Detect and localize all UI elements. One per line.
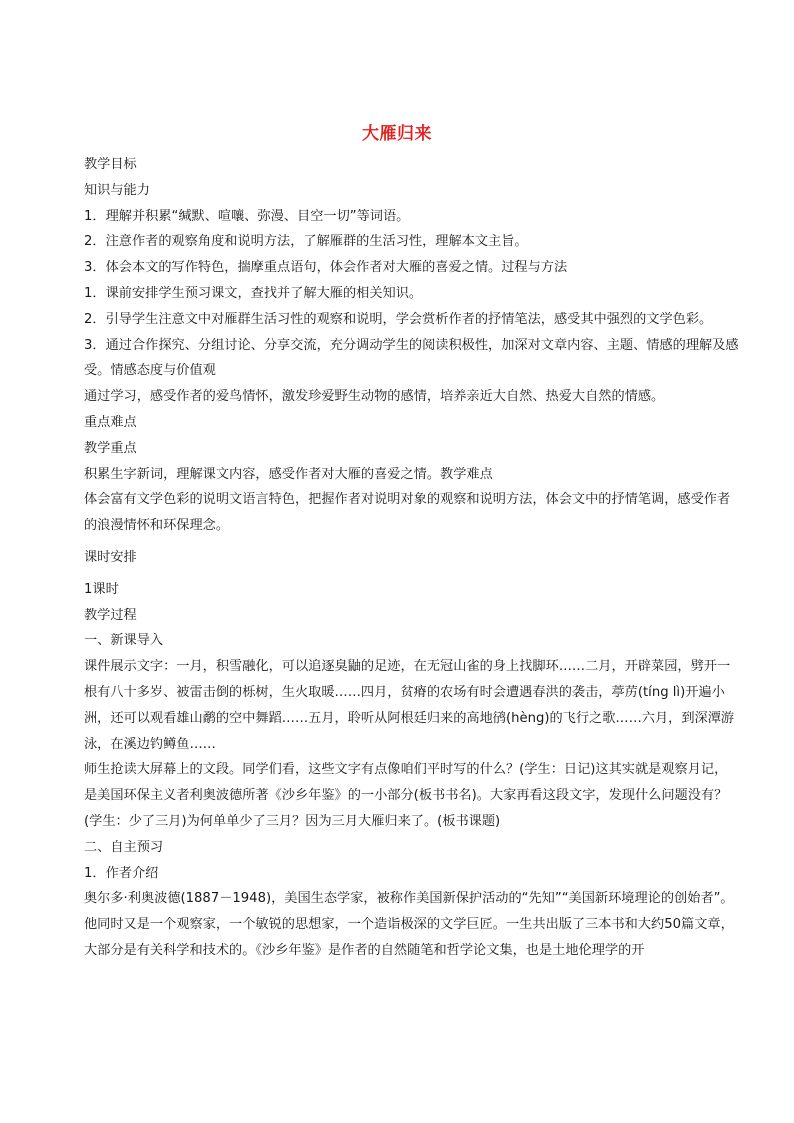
heading-knowledge-ability: 知识与能力 [84, 182, 150, 198]
paragraph: 体会富有文学色彩的说明文语言特色，把握作者对说明对象的观察和说明方法，体会文中的抒情笔调，感受作者的浪漫情怀和环保理念。 [84, 492, 731, 534]
heading-teaching-focus: 教学重点 [84, 440, 137, 456]
paragraph: 2．注意作者的观察角度和说明方法，了解雁群的生活习性，理解本文主旨。 [84, 234, 528, 250]
paragraph: 1．理解并积累“缄默、喧嚷、弥漫、目空一切”等词语。 [84, 208, 410, 224]
paragraph: 课件展示文字：一月，积雪融化，可以追逐臭鼬的足迹，在无冠山雀的身上找脚环……二月，开辟菜园，劈开一根有八十多岁、被雷击倒的栎树，生火取暖……四月，贫瘠的农场有时会遭遇春洪的袭击，葶苈(tíng lì)开遍小洲，还可以观看雄山鹬的空中舞蹈……五月，聆听从阿根廷归来的高地鸻(hèng)的飞行之歌……六月，到深潭游泳，在溪边钓鳟鱼…… [84, 659, 735, 752]
paragraph: 1．课前安排学生预习课文，查找并了解大雁的相关知识。 [84, 285, 423, 301]
heading-teaching-goals: 教学目标 [84, 157, 137, 172]
heading-author-intro: 1．作者介绍 [84, 865, 159, 881]
paragraph: 师生抢读大屏幕上的文段。同学们看，这些文字有点像咱们平时写的什么？(学生：日记)这其实就是观察月记，是美国环保主义者利奥波德所著《沙乡年鉴》的一小部分(板书书名)。大家再看这段文字，发现什么问题没有？(学生：少了三月)为何单单少了三月？因为三月大雁归来了。(板书课题) [84, 762, 728, 829]
heading-class-hours: 课时安排 [84, 549, 137, 565]
paragraph: 奥尔多·利奥波德(1887－1948)，美国生态学家，被称作美国新保护活动的“先知”“美国新环境理论的创始者”。他同时又是一个观察家，一个敏锐的思想家，一个造诣极深的文学巨匠。一生共出版了三本书和大约50篇文章，大部分是有关科学和技术的。《沙乡年鉴》是作者的自然随笔和哲学论文集，也是土地伦理学的开 [84, 891, 734, 958]
paragraph: 2．引导学生注意文中对雁群生活习性的观察和说明，学会赏析作者的抒情笔法，感受其中强烈的文学色彩。 [84, 311, 713, 327]
paragraph: 积累生字新词，理解课文内容，感受作者对大雁的喜爱之情。教学难点 [84, 466, 493, 482]
heading-teaching-process: 教学过程 [84, 607, 137, 623]
heading-section-two: 二、自主预习 [84, 839, 164, 855]
heading-section-one: 一、新课导入 [84, 633, 164, 649]
document-title: 大雁归来 [362, 124, 432, 144]
paragraph: 1课时 [84, 581, 119, 597]
heading-key-points: 重点难点 [84, 414, 137, 430]
document-body [84, 152, 740, 964]
paragraph: 3．体会本文的写作特色，揣摩重点语句，体会作者对大雁的喜爱之情。过程与方法 [84, 260, 568, 276]
paragraph: 通过学习，感受作者的爱鸟情怀，激发珍爱野生动物的感情，培养亲近大自然、热爱大自然的情感。 [84, 389, 665, 405]
paragraph: 3．通过合作探究、分组讨论、分享交流，充分调动学生的阅读积极性，加深对文章内容、主题、情感的理解及感受。情感态度与价值观 [84, 337, 739, 379]
